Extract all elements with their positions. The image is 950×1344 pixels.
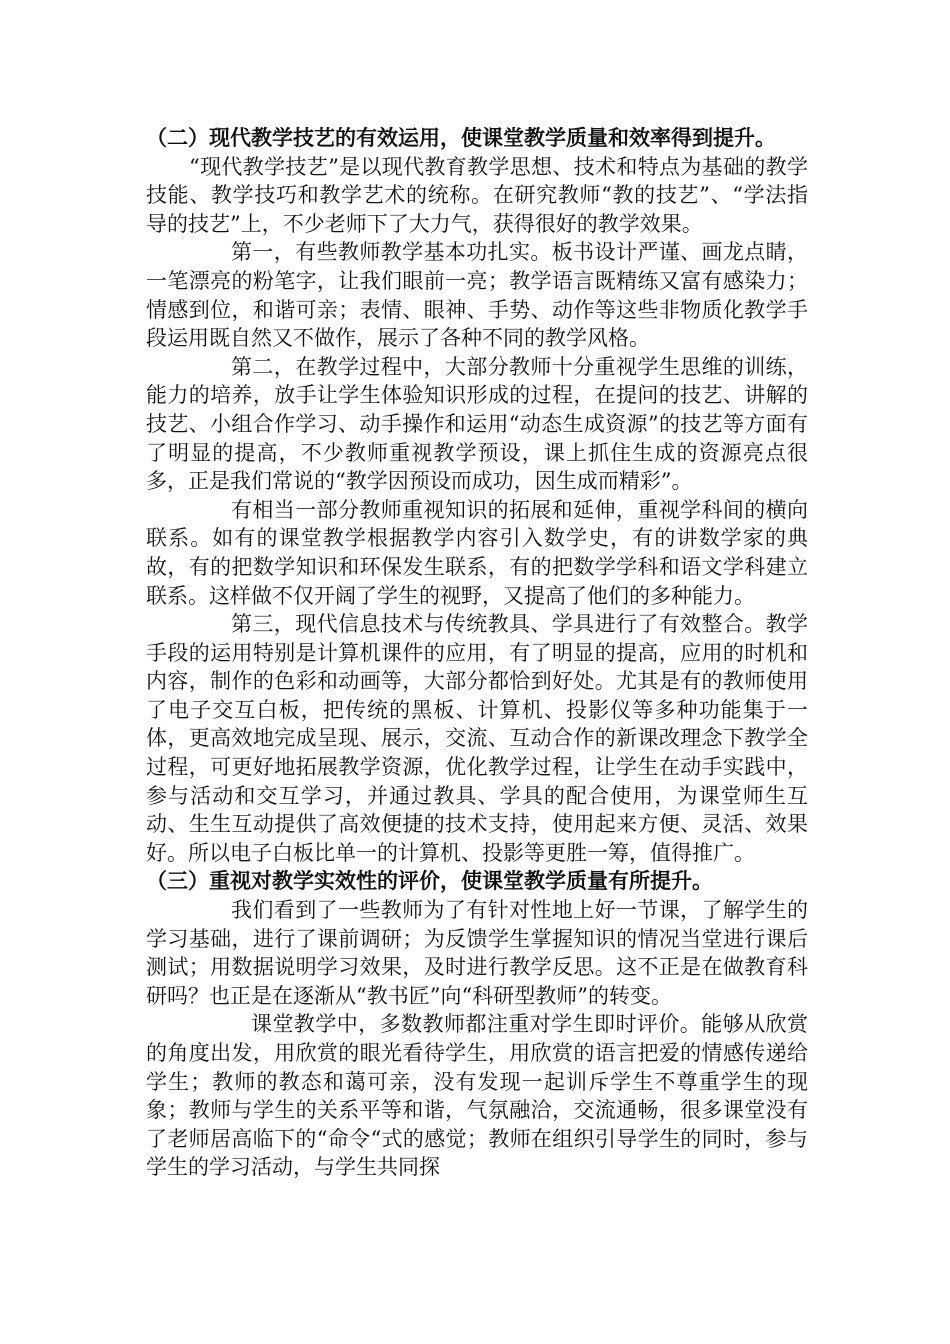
paragraph-point-1: 第一，有些教师教学基本功扎实。板书设计严谨、画龙点睛，一笔漂亮的粉笔字，让我们眼前一亮；教学语言既精练又富有感染力；情感到位，和谐可亲；表情、眼神、手势、动作等这些非物质化教学手段运用既自然又不做作，展示了各种不同的教学风格。 bbox=[146, 240, 808, 351]
paragraph-extension: 有相当一部分教师重视知识的拓展和延伸，重视学科间的横向联系。如有的课堂教学根据教学内容引入数学史，有的讲数学家的典故，有的把数学知识和环保发生联系，有的把数学学科和语文学科建立联系。这样做不仅开阔了学生的视野，又提高了他们的多种能力。 bbox=[146, 497, 808, 608]
paragraph-point-3: 第三，现代信息技术与传统教具、学具进行了有效整合。教学手段的运用特别是计算机课件的应用，有了明显的提高，应用的时机和内容，制作的色彩和动画等，大部分都恰到好处。尤其是有的教师使用了电子交互白板，把传统的黑板、计算机、投影仪等多种功能集于一体，更高效地完成呈现、展示，交流、互动合作的新课改理念下教学全过程，可更好地拓展教学资源，优化教学过程，让学生在动手实践中，参与活动和交互学习，并通过教具、学具的配合使用，为课堂师生互动、生生互动提供了高效便捷的技术支持，使用起来方便、灵活、效果好。所以电子白板比单一的计算机、投影等更胜一筹，值得推广。 bbox=[146, 612, 808, 865]
document-page bbox=[146, 124, 808, 1182]
paragraph-evaluation: 课堂教学中，多数教师都注重对学生即时评价。能够从欣赏的角度出发，用欣赏的眼光看待学生，用欣赏的语言把爱的情感传递给学生；教师的教态和蔼可亲，没有发现一起训斥学生不尊重学生的现象；教师与学生的关系平等和谐，气氛融洽，交流通畅，很多课堂没有了老师居高临下的“命令“式的感觉；教师在组织引导学生的同时，参与学生的学习活动，与学生共同探 bbox=[146, 1012, 808, 1180]
paragraph-research: 我们看到了一些教师为了有针对性地上好一节课，了解学生的学习基础，进行了课前调研；为反馈学生掌握知识的情况当堂进行课后测试；用数据说明学习效果，及时进行教学反思。这不正是在做教育科研吗？也正是在逐渐从“教书匠”向“科研型教师”的转变。 bbox=[146, 898, 808, 1008]
paragraph-definition: “现代教学技艺”是以现代教育教学思想、技术和特点为基础的教学技能、教学技巧和教学艺术的统称。在研究教师“教的技艺”、“学法指导的技艺”上，不少老师下了大力气，获得很好的教学效果。 bbox=[146, 154, 808, 236]
section-heading-3: （三）重视对教学实效性的评价，使课堂教学质量有所提升。 bbox=[146, 868, 713, 894]
section-heading-2: （二）现代教学技艺的有效运用，使课堂教学质量和效率得到提升。 bbox=[146, 125, 776, 150]
paragraph-point-2: 第二，在教学过程中，大部分教师十分重视学生思维的训练，能力的培养，放手让学生体验知识形成的过程，在提问的技艺、讲解的技艺、小组合作学习、动手操作和运用“动态生成资源”的技艺等方面有了明显的提高，不少教师重视教学预设，课上抓住生成的资源亮点很多，正是我们常说的“教学因预设而成功，因生成而精彩”。 bbox=[146, 354, 808, 494]
